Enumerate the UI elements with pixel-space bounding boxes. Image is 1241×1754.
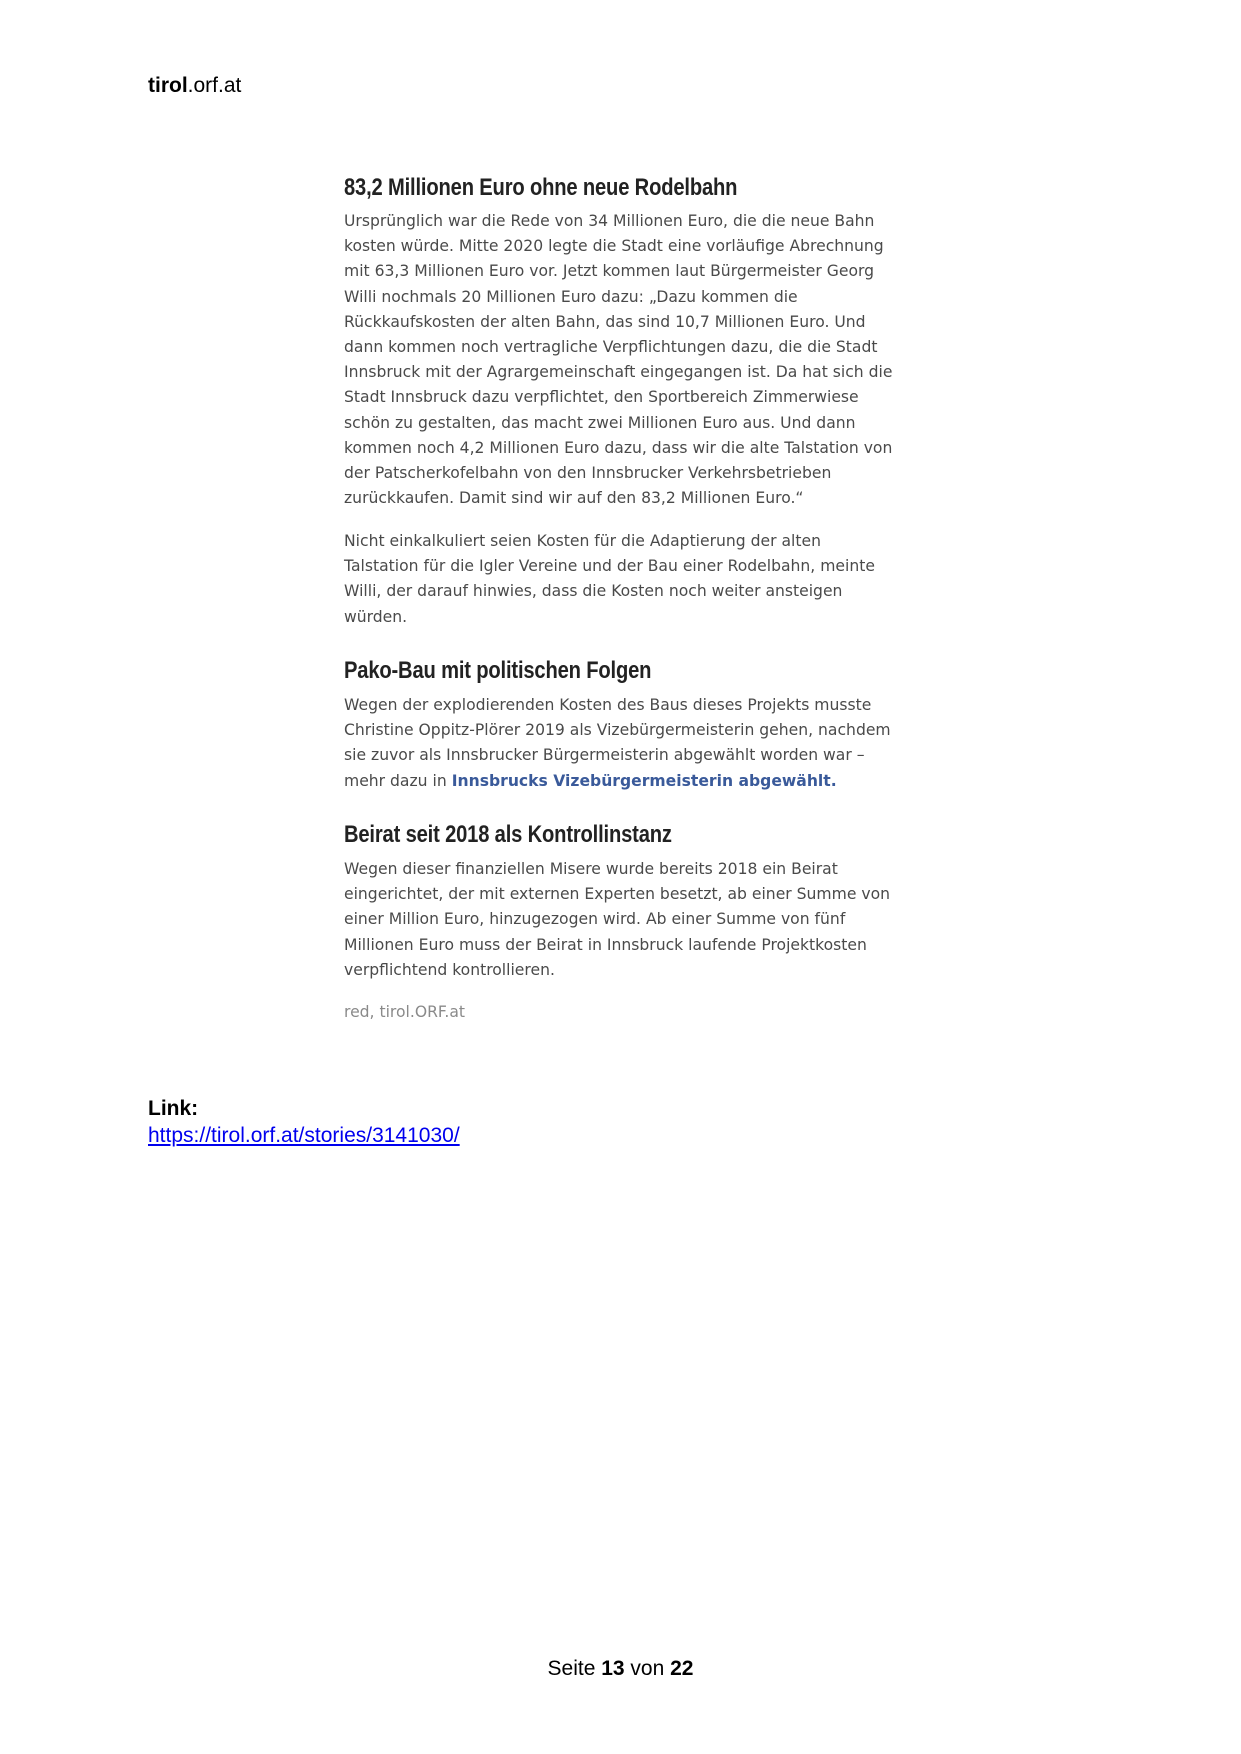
page-footer (0, 1657, 1241, 1681)
section-heading: Beirat seit 2018 als Kontrollinstanz (344, 821, 672, 848)
text-line: würden. (344, 607, 408, 626)
text-line: kosten würde. Mitte 2020 legte die Stadt eine vorläufige Abrechnung (344, 237, 884, 256)
section-heading: Pako-Bau mit politischen Folgen (344, 657, 652, 684)
page-number: 13 (601, 1657, 625, 1680)
text-line: zurückkaufen. Damit sind wir auf den 83,2 Millionen Euro.“ (344, 489, 804, 508)
text-line: verpflichtend kontrollieren. (344, 960, 555, 979)
text-line: der Patscherkofelbahn von den Innsbrucker Verkehrsbetrieben (344, 463, 832, 482)
site-name-bold: tirol (148, 74, 188, 97)
text-line: Millionen Euro muss der Beirat in Innsbruck laufende Projektkosten (344, 935, 867, 954)
text-line: Willi, der darauf hinwies, dass die Kosten noch weiter ansteigen (344, 582, 843, 601)
site-name-rest: .orf.at (187, 74, 242, 97)
related-article-link[interactable]: Innsbrucks Vizebürgermeisterin abgewählt. (451, 771, 837, 790)
section-heading: 83,2 Millionen Euro ohne neue Rodelbahn (344, 174, 738, 201)
text-line: Willi nochmals 20 Millionen Euro dazu: „Dazu kommen die (344, 287, 798, 306)
text-line: Ursprünglich war die Rede von 34 Millionen Euro, die die neue Bahn (344, 212, 875, 230)
footer-middle: von (624, 1657, 671, 1680)
site-header (148, 74, 241, 98)
text-line: Nicht einkalkuliert seien Kosten für die Adaptierung der alten (344, 532, 821, 550)
paragraph (344, 693, 891, 794)
text-line: Innsbruck mit der Agrargemeinschaft eingegangen ist. Da hat sich die (344, 363, 893, 382)
text: mehr dazu in (344, 771, 452, 790)
paragraph (344, 857, 890, 983)
text-line: Wegen der explodierenden Kosten des Baus dieses Projekts musste (344, 696, 872, 714)
text-line: mit 63,3 Millionen Euro vor. Jetzt kommen laut Bürgermeister Georg (344, 262, 875, 281)
text-line: dann kommen noch vertragliche Verpflichtungen dazu, die die Stadt (344, 337, 878, 356)
page-total: 22 (670, 1657, 694, 1680)
source-url-link[interactable]: https://tirol.orf.at/stories/3141030/ (148, 1124, 460, 1147)
text-line: Rückkaufskosten der alten Bahn, das sind 10,7 Millionen Euro. Und (344, 312, 866, 331)
text-line: Talstation für die Igler Vereine und der Bau einer Rodelbahn, meinte (344, 557, 875, 576)
link-label: Link: (148, 1097, 199, 1120)
paragraph (344, 529, 875, 630)
footer-prefix: Seite (547, 1657, 602, 1680)
text-line: eingerichtet, der mit externen Experten besetzt, ab einer Summe von (344, 885, 891, 904)
text-line: Wegen dieser finanziellen Misere wurde bereits 2018 ein Beirat (344, 860, 838, 878)
text-line: schön zu gestalten, das macht zwei Millionen Euro aus. Und dann (344, 413, 856, 432)
text-line: einer Million Euro, hinzugezogen wird. Ab einer Summe von fünf (344, 910, 846, 929)
text-line: Christine Oppitz-Plörer 2019 als Vizebürgermeisterin gehen, nachdem (344, 721, 891, 740)
paragraph (344, 209, 892, 511)
text-line: sie zuvor als Innsbrucker Bürgermeisterin abgewählt worden war – (344, 746, 865, 765)
source-credit: red, tirol.ORF.at (344, 1003, 466, 1021)
text-line: Stadt Innsbruck dazu verpflichtet, den Sportbereich Zimmerwiese (344, 388, 859, 407)
text-line: kommen noch 4,2 Millionen Euro dazu, dass wir die alte Talstation von (344, 438, 893, 457)
